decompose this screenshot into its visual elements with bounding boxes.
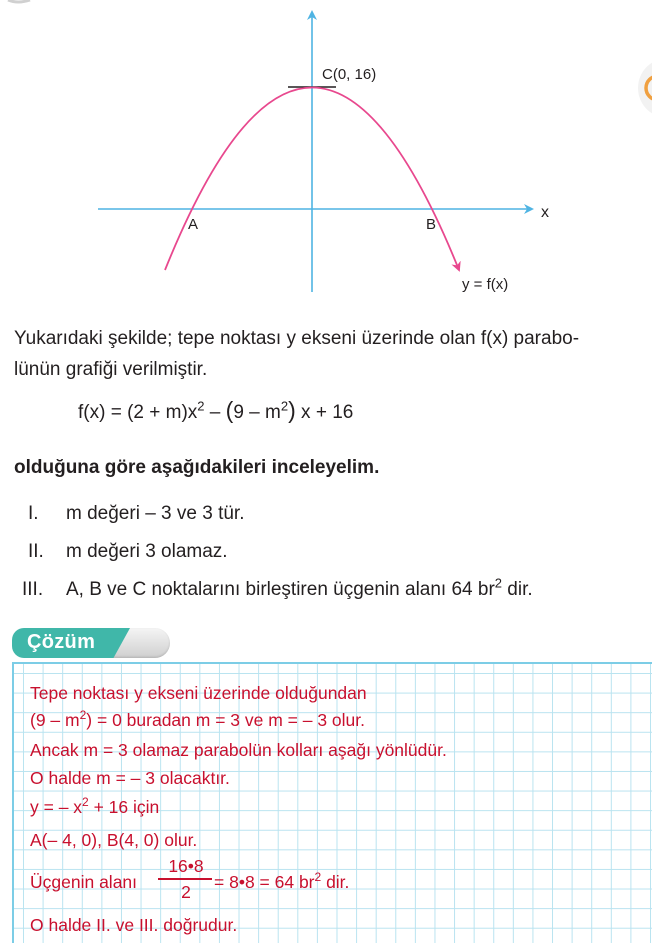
question-text: olduğuna göre aşağıdakileri inceleyelim. <box>14 457 380 478</box>
x-axis-label: x <box>541 204 549 221</box>
point-a-label: A <box>188 216 199 233</box>
solution-line-4: O halde m = – 3 olacaktır. <box>30 768 230 788</box>
fraction-numerator: 16•8 <box>168 856 204 876</box>
solution-header <box>12 624 172 660</box>
fraction-denominator: 2 <box>181 882 191 902</box>
parabola-graph <box>0 0 652 310</box>
solution-line-1: Tepe noktası y ekseni üzerinde olduğundan <box>30 683 367 703</box>
solution-line-7-result: = 8•8 = 64 $br^2$ dir. <box>214 870 350 892</box>
solution-label: Çözüm <box>27 631 96 653</box>
intro-line-2: lünün grafiği verilmiştir. <box>14 359 208 380</box>
solution-line-7-label: Üçgenin alanı <box>30 872 138 892</box>
fraction-bar <box>158 878 212 880</box>
solution-line-5: y = – $x^2 + 16$ için <box>30 795 160 817</box>
function-label: y = f(x) <box>462 276 509 293</box>
function-formula: $f(x) = (2 + m)x^2 - (9 - m^2)$ x + 16 <box>78 397 354 423</box>
solution-line-6: A(– 4, 0), B(4, 0) olur. <box>30 830 198 850</box>
intro-line-1: Yukarıdaki şekilde; tepe noktası y ekseni üzerinde olan f(x) parabo- <box>14 328 580 349</box>
vertex-label: C(0, 16) <box>322 66 377 83</box>
solution-line-2: $(9 - m^2) = 0$ buradan m = 3 ve m = – 3 olur. <box>30 708 365 730</box>
solution-line-8: O halde II. ve III. doğrudur. <box>30 915 238 935</box>
decorative-arc <box>8 0 30 2</box>
solution-line-3: Ancak m = 3 olamaz parabolün kolları aşağı yönlüdür. <box>30 740 447 760</box>
point-b-label: B <box>426 216 437 233</box>
